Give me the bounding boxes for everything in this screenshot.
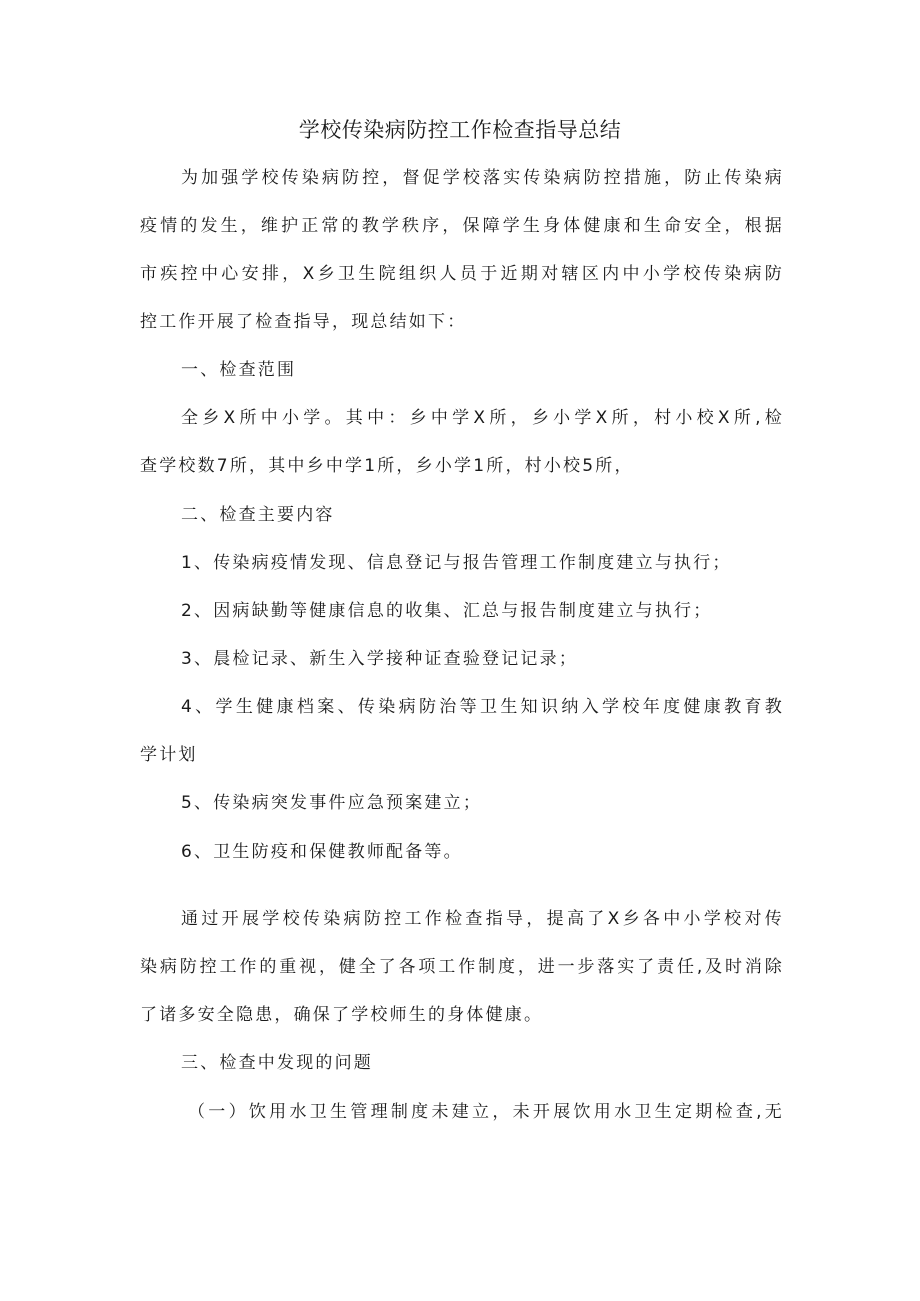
list-item: 4、学生健康档案、传染病防治等卫生知识纳入学校年度健康教育教	[181, 697, 784, 717]
list-item-continuation: 学计划	[140, 745, 198, 765]
list-item: 2、因病缺勤等健康信息的收集、汇总与报告制度建立与执行；	[181, 601, 713, 621]
paragraph-line: 查学校数7所，其中乡中学1所，乡小学1所，村小校5所，	[140, 456, 634, 476]
list-item: 3、晨检记录、新生入学接种证查验登记记录；	[181, 649, 579, 669]
list-item: 5、传染病突发事件应急预案建立；	[181, 793, 483, 813]
paragraph-line: 控工作开展了检查指导，现总结如下：	[140, 312, 467, 332]
paragraph-line: （一）饮用水卫生管理制度未建立，未开展饮用水卫生定期检查,无	[188, 1102, 784, 1122]
section-heading: 一、检查范围	[181, 360, 297, 380]
paragraph-line: 为加强学校传染病防控，督促学校落实传染病防控措施，防止传染病	[181, 168, 784, 188]
section-heading: 三、检查中发现的问题	[181, 1053, 373, 1073]
list-item: 1、传染病疫情发现、信息登记与报告管理工作制度建立与执行；	[181, 553, 732, 573]
paragraph-line: 染病防控工作的重视，健全了各项工作制度，进一步落实了责任,及时消除	[140, 957, 784, 977]
list-item: 6、卫生防疫和保健教师配备等。	[181, 842, 463, 862]
paragraph-line: 疫情的发生，维护正常的教学秩序，保障学生身体健康和生命安全，根据	[140, 216, 784, 236]
paragraph-line: 通过开展学校传染病防控工作检查指导，提高了X乡各中小学校对传	[181, 909, 784, 929]
paragraph-line: 市疾控中心安排，X乡卫生院组织人员于近期对辖区内中小学校传染病防	[140, 264, 784, 284]
section-heading: 二、检查主要内容	[181, 505, 335, 525]
paragraph-line: 全乡X所中小学。其中：乡中学X所，乡小学X所，村小校X所,检	[181, 408, 784, 428]
document-title: 学校传染病防控工作检查指导总结	[298, 118, 622, 142]
paragraph-line: 了诸多安全隐患，确保了学校师生的身体健康。	[140, 1005, 544, 1025]
